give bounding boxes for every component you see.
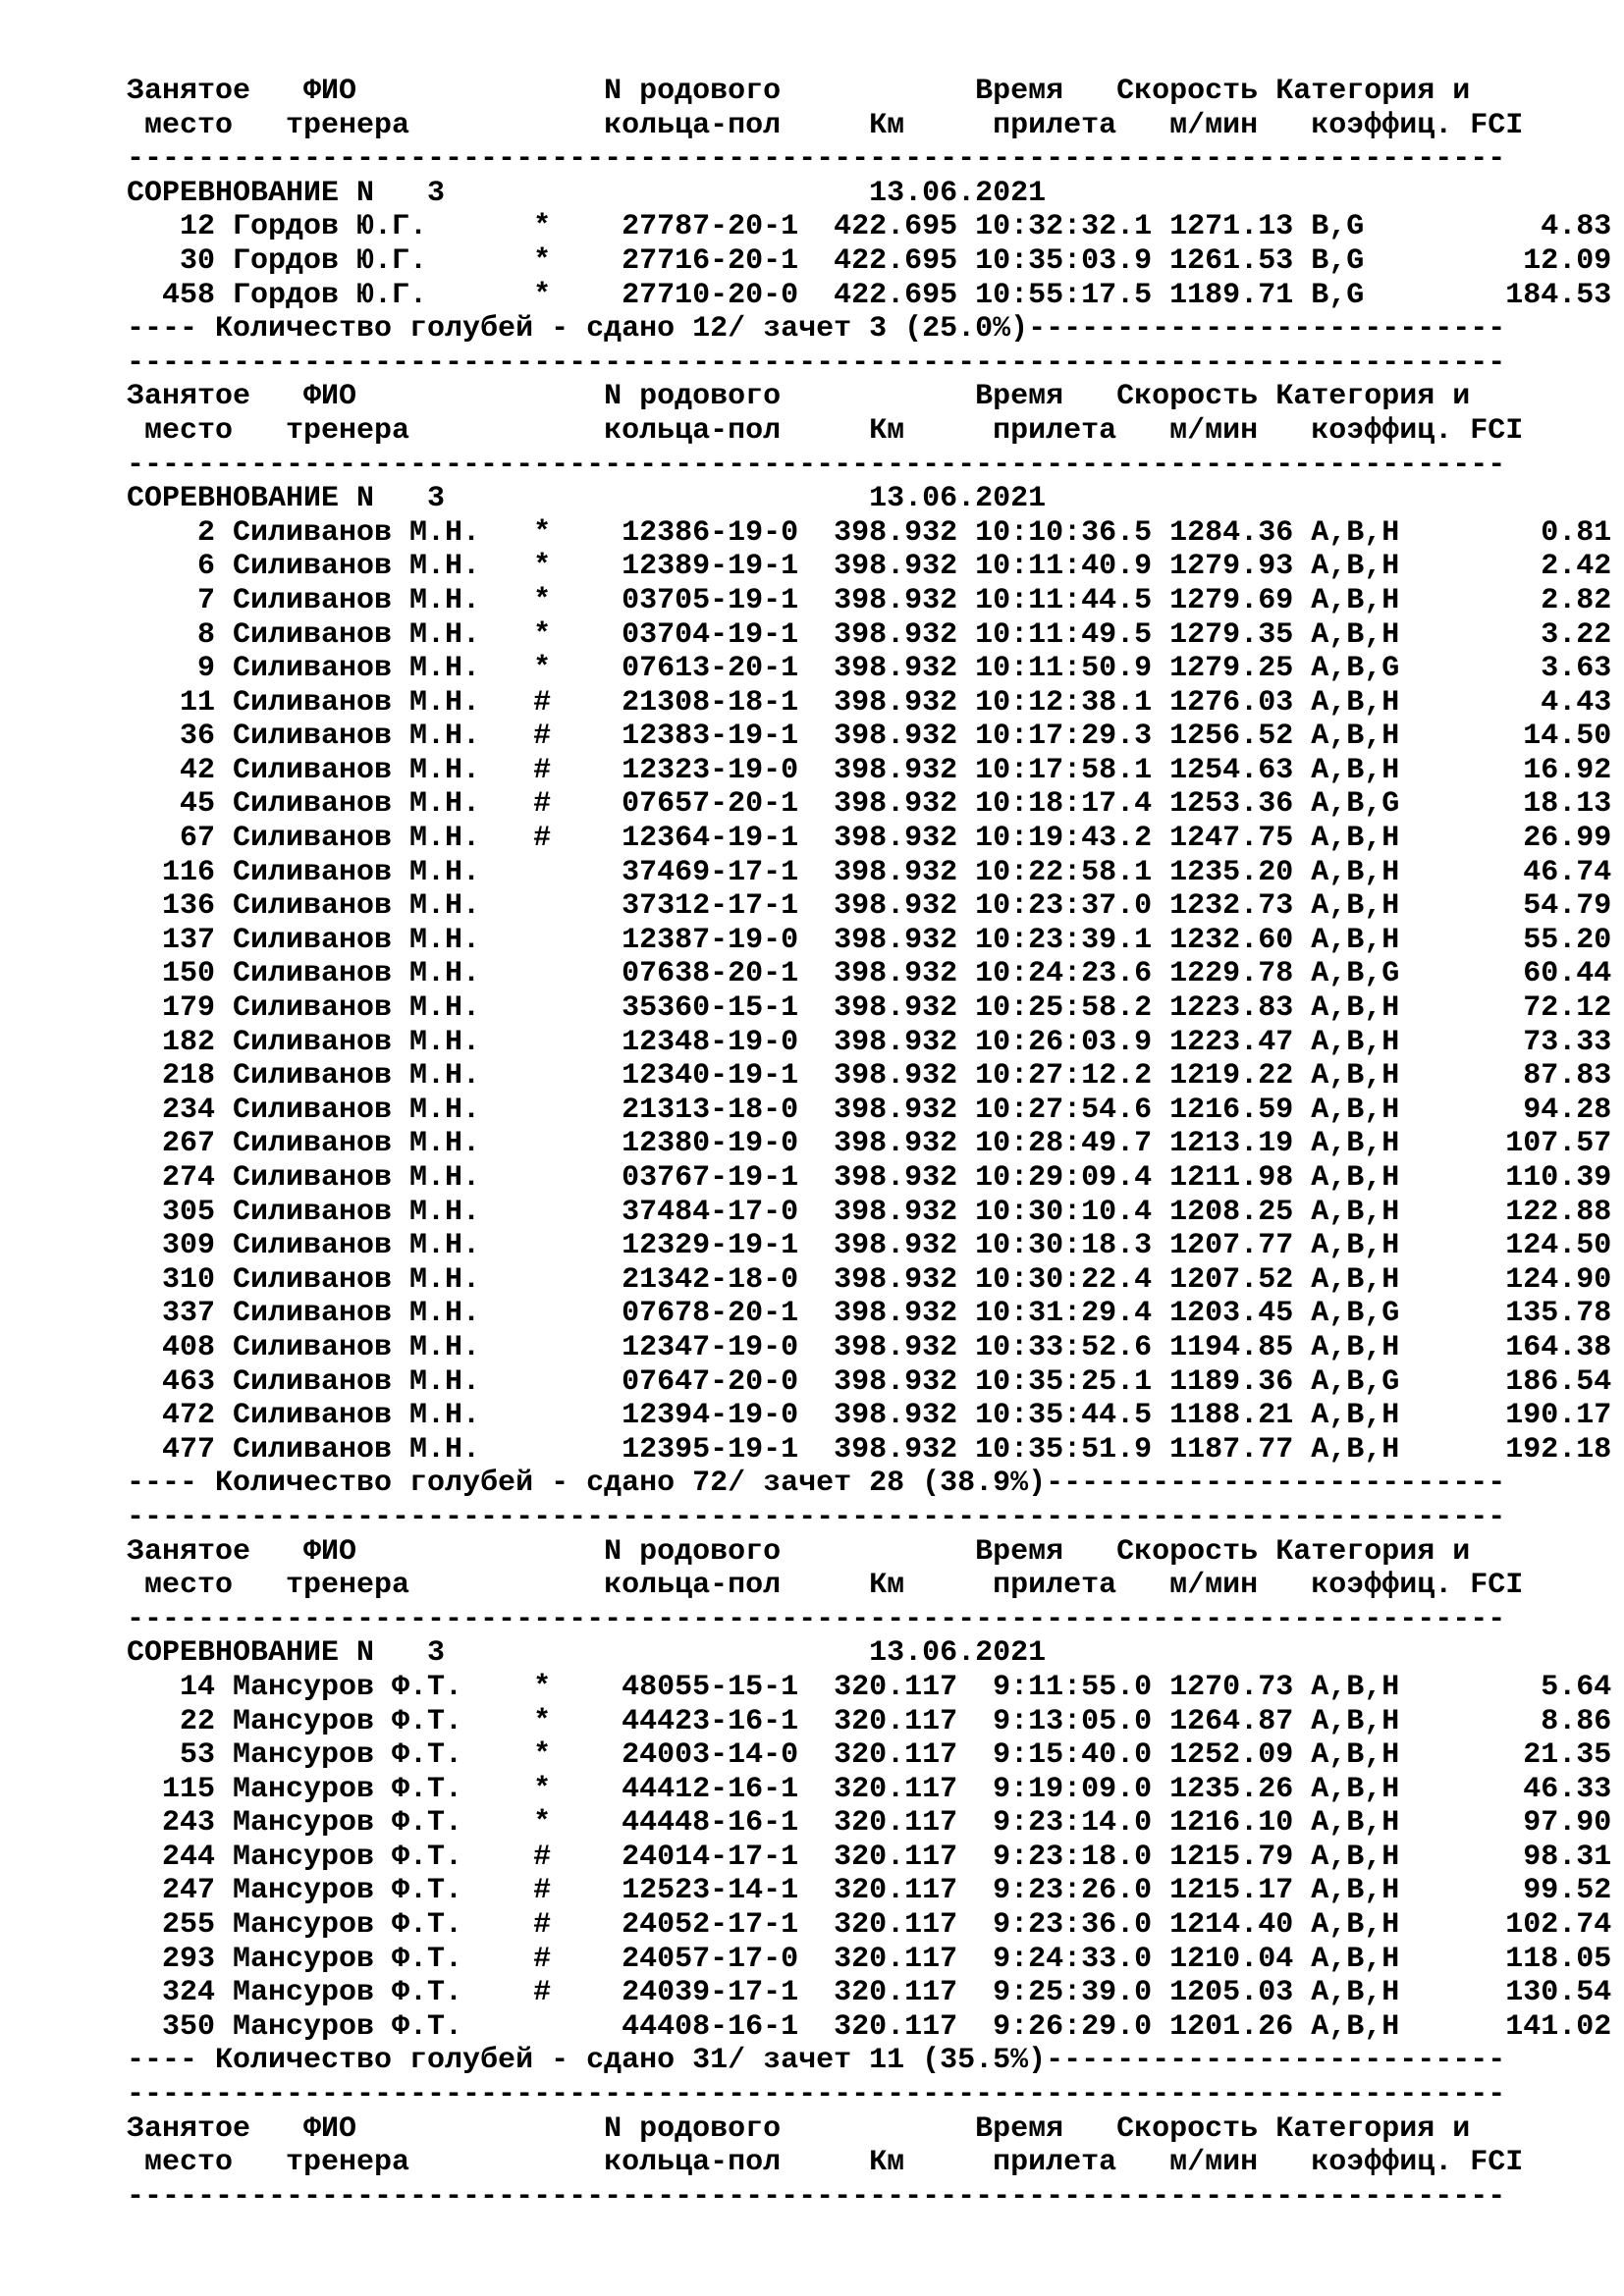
result-row: 30 Гордов Ю.Г. * 27716-20-1 422.695 10:35:03.9 1261.53 B,G 12.09	[127, 243, 1612, 278]
pigeon-count-summary: ---- Количество голубей - сдано 72/ зачет 28 (38.9%)--------------------------	[127, 1467, 1506, 1501]
result-row: 11 Силиванов М.Н. # 21308-18-1 398.932 10:12:38.1 1276.03 A,B,H 4.43	[127, 685, 1612, 720]
result-row: 22 Мансуров Ф.Т. * 44423-16-1 320.117 9:13:05.0 1264.87 A,B,H 8.86	[127, 1704, 1612, 1738]
competition-header: СОРЕВНОВАНИЕ N 3 13.06.2021	[127, 176, 1047, 210]
result-row: 255 Мансуров Ф.Т. # 24052-17-1 320.117 9:23:36.0 1214.40 A,B,H 102.74	[127, 1908, 1612, 1943]
result-row: 350 Мансуров Ф.Т. 44408-16-1 320.117 9:26:29.0 1201.26 A,B,H 141.02	[127, 2009, 1612, 2044]
result-row: 67 Силиванов М.Н. # 12364-19-1 398.932 10:19:43.2 1247.75 A,B,H 26.99	[127, 822, 1612, 856]
result-row: 14 Мансуров Ф.Т. * 48055-15-1 320.117 9:11:55.0 1270.73 A,B,H 5.64	[127, 1670, 1612, 1704]
results-sheet	[127, 75, 1611, 2214]
result-row: 7 Силиванов М.Н. * 03705-19-1 398.932 10:11:44.5 1279.69 A,B,H 2.82	[127, 583, 1612, 617]
result-row: 234 Силиванов М.Н. 21313-18-0 398.932 10:27:54.6 1216.59 A,B,H 94.28	[127, 1093, 1612, 1127]
competition-header: СОРЕВНОВАНИЕ N 3 13.06.2021	[127, 482, 1047, 516]
result-row: 45 Силиванов М.Н. # 07657-20-1 398.932 10:18:17.4 1253.36 A,B,G 18.13	[127, 787, 1612, 822]
column-header-bottom: место тренера кольца-пол Км прилета м/мин коэффиц. FCI	[127, 2146, 1524, 2180]
result-row: 8 Силиванов М.Н. * 03704-19-1 398.932 10:11:49.5 1279.35 A,B,H 3.22	[127, 617, 1612, 652]
column-header-bottom: место тренера кольца-пол Км прилета м/мин коэффиц. FCI	[127, 108, 1524, 142]
result-row: 293 Мансуров Ф.Т. # 24057-17-0 320.117 9:24:33.0 1210.04 A,B,H 118.05	[127, 1942, 1612, 1976]
result-row: 247 Мансуров Ф.Т. # 12523-14-1 320.117 9:23:26.0 1215.17 A,B,H 99.52	[127, 1874, 1612, 1908]
result-row: 337 Силиванов М.Н. 07678-20-1 398.932 10:31:29.4 1203.45 A,B,G 135.78	[127, 1297, 1612, 1331]
separator-line: ------------------------------------------------------------------------------	[127, 142, 1506, 177]
result-row: 408 Силиванов М.Н. 12347-19-0 398.932 10:33:52.6 1194.85 A,B,H 164.38	[127, 1330, 1612, 1364]
result-row: 137 Силиванов М.Н. 12387-19-0 398.932 10:23:39.1 1232.60 A,B,H 55.20	[127, 923, 1612, 957]
result-row: 116 Силиванов М.Н. 37469-17-1 398.932 10:22:58.1 1235.20 A,B,H 46.74	[127, 855, 1612, 889]
pigeon-count-summary: ---- Количество голубей - сдано 31/ зачет 11 (35.5%)--------------------------	[127, 2044, 1506, 2078]
result-row: 36 Силиванов М.Н. # 12383-19-1 398.932 10:17:29.3 1256.52 A,B,H 14.50	[127, 720, 1612, 754]
result-row: 53 Мансуров Ф.Т. * 24003-14-0 320.117 9:15:40.0 1252.09 A,B,H 21.35	[127, 1738, 1612, 1773]
result-row: 182 Силиванов М.Н. 12348-19-0 398.932 10:26:03.9 1223.47 A,B,H 73.33	[127, 1025, 1612, 1059]
column-header-bottom: место тренера кольца-пол Км прилета м/мин коэффиц. FCI	[127, 1569, 1524, 1603]
result-row: 309 Силиванов М.Н. 12329-19-1 398.932 10:30:18.3 1207.77 A,B,H 124.50	[127, 1229, 1612, 1263]
result-row: 243 Мансуров Ф.Т. * 44448-16-1 320.117 9:23:14.0 1216.10 A,B,H 97.90	[127, 1806, 1612, 1841]
result-row: 6 Силиванов М.Н. * 12389-19-1 398.932 10:11:40.9 1279.93 A,B,H 2.42	[127, 550, 1612, 584]
result-row: 218 Силиванов М.Н. 12340-19-1 398.932 10:27:12.2 1219.22 A,B,H 87.83	[127, 1059, 1612, 1094]
column-header-top: Занятое ФИО N родового Время Скорость Категория и	[127, 1534, 1471, 1569]
column-header-bottom: место тренера кольца-пол Км прилета м/мин коэффиц. FCI	[127, 413, 1524, 448]
separator-line: ------------------------------------------------------------------------------	[127, 448, 1506, 482]
result-row: 9 Силиванов М.Н. * 07613-20-1 398.932 10:11:50.9 1279.25 A,B,G 3.63	[127, 652, 1612, 686]
result-row: 115 Мансуров Ф.Т. * 44412-16-1 320.117 9:19:09.0 1235.26 A,B,H 46.33	[127, 1772, 1612, 1806]
separator-line: ------------------------------------------------------------------------------	[127, 2078, 1506, 2112]
result-row: 136 Силиванов М.Н. 37312-17-1 398.932 10:23:37.0 1232.73 A,B,H 54.79	[127, 889, 1612, 924]
result-row: 463 Силиванов М.Н. 07647-20-0 398.932 10:35:25.1 1189.36 A,B,G 186.54	[127, 1364, 1612, 1399]
result-row: 458 Гордов Ю.Г. * 27710-20-0 422.695 10:55:17.5 1189.71 B,G 184.53	[127, 278, 1612, 312]
result-row: 472 Силиванов М.Н. 12394-19-0 398.932 10:35:44.5 1188.21 A,B,H 190.17	[127, 1399, 1612, 1433]
result-row: 477 Силиванов М.Н. 12395-19-1 398.932 10:35:51.9 1187.77 A,B,H 192.18	[127, 1432, 1612, 1467]
pigeon-count-summary: ---- Количество голубей - сдано 12/ зачет 3 (25.0%)---------------------------	[127, 312, 1506, 347]
separator-line: ------------------------------------------------------------------------------	[127, 2179, 1506, 2214]
column-header-top: Занятое ФИО N родового Время Скорость Категория и	[127, 380, 1471, 414]
separator-line: ------------------------------------------------------------------------------	[127, 1602, 1506, 1636]
result-row: 2 Силиванов М.Н. * 12386-19-0 398.932 10:10:36.5 1284.36 A,B,H 0.81	[127, 515, 1612, 550]
result-row: 179 Силиванов М.Н. 35360-15-1 398.932 10:25:58.2 1223.83 A,B,H 72.12	[127, 991, 1612, 1026]
result-row: 310 Силиванов М.Н. 21342-18-0 398.932 10:30:22.4 1207.52 A,B,H 124.90	[127, 1262, 1612, 1297]
result-row: 150 Силиванов М.Н. 07638-20-1 398.932 10:24:23.6 1229.78 A,B,G 60.44	[127, 957, 1612, 991]
separator-line: ------------------------------------------------------------------------------	[127, 346, 1506, 380]
separator-line: ------------------------------------------------------------------------------	[127, 1500, 1506, 1534]
result-row: 244 Мансуров Ф.Т. # 24014-17-1 320.117 9:23:18.0 1215.79 A,B,H 98.31	[127, 1840, 1612, 1874]
result-row: 12 Гордов Ю.Г. * 27787-20-1 422.695 10:32:32.1 1271.13 B,G 4.83	[127, 210, 1612, 244]
column-header-top: Занятое ФИО N родового Время Скорость Категория и	[127, 2111, 1471, 2146]
result-row: 305 Силиванов М.Н. 37484-17-0 398.932 10:30:10.4 1208.25 A,B,H 122.88	[127, 1195, 1612, 1229]
result-row: 42 Силиванов М.Н. # 12323-19-0 398.932 10:17:58.1 1254.63 A,B,H 16.92	[127, 753, 1612, 787]
column-header-top: Занятое ФИО N родового Время Скорость Категория и	[127, 75, 1471, 108]
competition-header: СОРЕВНОВАНИЕ N 3 13.06.2021	[127, 1636, 1047, 1671]
result-row: 324 Мансуров Ф.Т. # 24039-17-1 320.117 9:25:39.0 1205.03 A,B,H 130.54	[127, 1976, 1612, 2010]
result-row: 274 Силиванов М.Н. 03767-19-1 398.932 10:29:09.4 1211.98 A,B,H 110.39	[127, 1161, 1612, 1195]
result-row: 267 Силиванов М.Н. 12380-19-0 398.932 10:28:49.7 1213.19 A,B,H 107.57	[127, 1127, 1612, 1161]
